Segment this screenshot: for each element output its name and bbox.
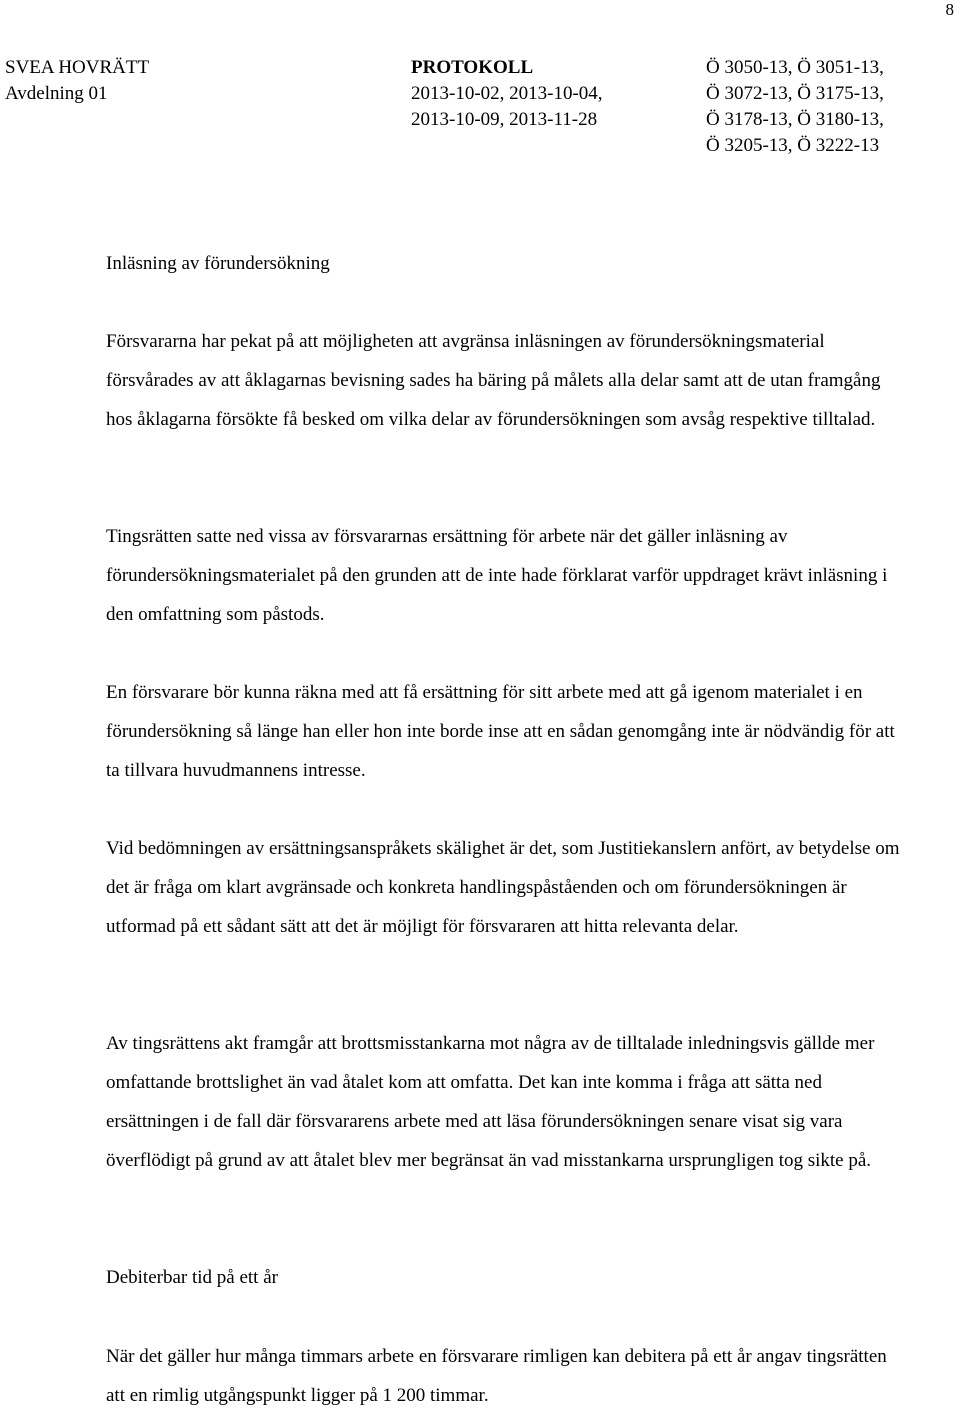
page-number: 8: [945, 0, 954, 19]
header-court-block: [5, 55, 149, 107]
protocol-dates-line-1: 2013-10-02, 2013-10-04,: [411, 83, 603, 104]
protocol-dates-line-2: 2013-10-09, 2013-11-28: [411, 109, 598, 130]
case-numbers-line-4: Ö 3205-13, Ö 3222-13: [706, 135, 880, 156]
paragraph-1: Försvararna har pekat på att möjligheten att avgränsa inläsningen av förundersökningsmaterial försvårades av att åklagarnas bevisning sades ha bäring på målets alla delar samt att de utan framgång hos åklagarna försökte få besked om vilka delar av förundersökningen som avsåg respektive tilltalad.: [106, 331, 881, 430]
section-heading-inlasning: Inläsning av förundersökning: [106, 253, 330, 274]
case-numbers-line-1: Ö 3050-13, Ö 3051-13,: [706, 57, 884, 78]
case-numbers-line-2: Ö 3072-13, Ö 3175-13,: [706, 83, 884, 104]
paragraph-2: Tingsrätten satte ned vissa av försvararnas ersättning för arbete när det gäller inläsning av förundersökningsmaterialet på den grunden att de inte hade förklarat varför uppdraget krävt inläsning i den omfattning som påstods.: [106, 526, 888, 625]
document-type: PROTOKOLL: [411, 57, 534, 78]
section-heading-debiterbar-tid: Debiterbar tid på ett år: [106, 1267, 278, 1288]
court-name: SVEA HOVRÄTT: [5, 57, 150, 78]
paragraph-4: Vid bedömningen av ersättningsanspråkets skälighet är det, som Justitiekanslern anfört, av betydelse om det är fråga om klart avgränsade och konkreta handlingspåståenden och om förundersökningen är utformad på ett sådant sätt att det är möjligt för försvararen att hitta relevanta delar.: [106, 838, 900, 937]
division-name: Avdelning 01: [5, 83, 108, 104]
header-case-numbers: [706, 55, 884, 159]
case-numbers-line-3: Ö 3178-13, Ö 3180-13,: [706, 109, 884, 130]
header-protocol-block: [411, 55, 603, 133]
paragraph-3: En försvarare bör kunna räkna med att få ersättning för sitt arbete med att gå igenom materialet i en förundersökning så länge han eller hon inte borde inse att en sådan genomgång inte är nödvändig för att ta tillvara huvudmannens intresse.: [106, 682, 895, 781]
paragraph-6: När det gäller hur många timmars arbete en försvarare rimligen kan debitera på ett år angav tingsrätten att en rimlig utgångspunkt ligger på 1 200 timmar.: [106, 1346, 887, 1406]
paragraph-5: Av tingsrättens akt framgår att brottsmisstankarna mot några av de tilltalade inledningsvis gällde mer omfattande brottslighet än vad åtalet kom att omfatta. Det kan inte komma i fråga att sätta ned ersättningen i de fall där försvararens arbete med att läsa förundersökningen senare visat sig vara överflödigt på grund av att åtalet blev mer begränsat än vad misstankarna ursprungligen tog sikte på.: [106, 1033, 875, 1171]
